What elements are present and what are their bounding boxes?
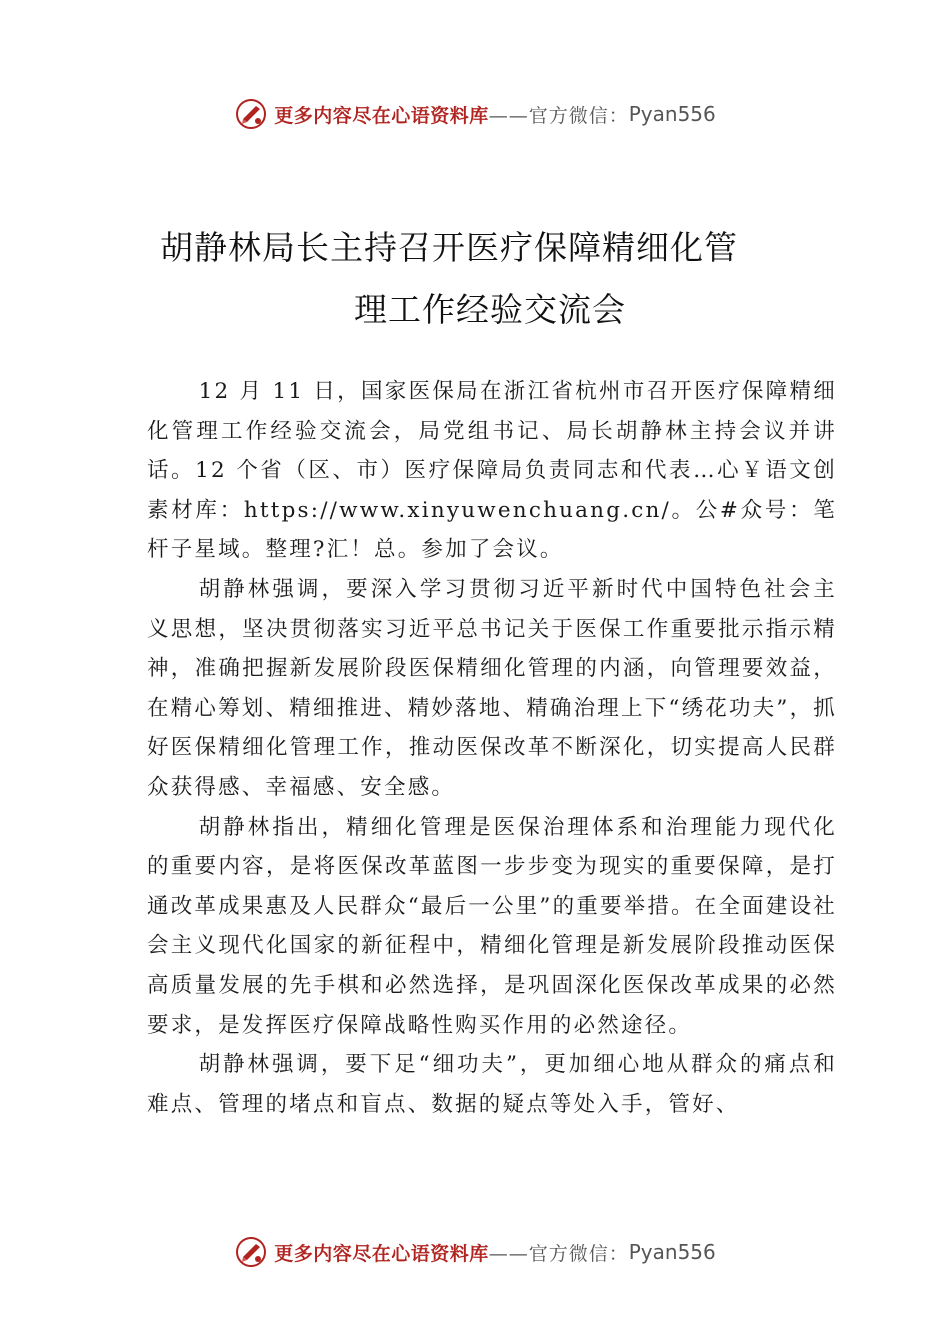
- banner-main-text: 更多内容尽在心语资料库: [274, 1242, 489, 1265]
- banner-mid-text: ——官方微信：: [488, 104, 629, 127]
- paragraph-3: 胡静林指出，精细化管理是医保治理体系和治理能力现代化的重要内容，是将医保改革蓝图一步步变为现实的重要保障，是打通改革成果惠及人民群众“最后一公里”的重要举措。在全面建设社会主义现代化国家的新征程中，精细化管理是新发展阶段推动医保高质量发展的先手棋和必然选择，是巩固深化医保改革成果的必然要求，是发挥医疗保障战略性购买作用的必然途径。: [147, 814, 837, 1038]
- article-body: [147, 372, 837, 1124]
- page-title-line-2: 理工作经验交流会: [354, 290, 626, 329]
- header-banner: [0, 94, 950, 134]
- paragraph-2: 胡静林强调，要深入学习贯彻习近平新时代中国特色社会主义思想，坚决贯彻落实习近平总书记关于医保工作重要批示指示精神，准确把握新发展阶段医保精细化管理的内涵，向管理要效益，在精心筹划、精细推进、精妙落地、精确治理上下“绣花功夫”，抓好医保精细化管理工作，推动医保改革不断深化，切实提高人民群众获得感、幸福感、安全感。: [147, 576, 837, 800]
- banner-main-text: 更多内容尽在心语资料库: [274, 104, 489, 127]
- paragraph-1: 12 月 11 日，国家医保局在浙江省杭州市召开医疗保障精细化管理工作经验交流会，局党组书记、局长胡静林主持会议并讲话。12 个省（区、市）医疗保障局负责同志和代表…心￥语文创素材库：https://www.xinyuwenchuang.cn/。公#众号：笔杆子星域。整理?汇！总。参加了会议。: [147, 379, 837, 563]
- banner-mid-text: ——官方微信：: [488, 1242, 629, 1265]
- banner-wechat-id: Pyan556: [628, 102, 716, 126]
- logo-icon: [234, 97, 268, 131]
- page-title-line-1: 胡静林局长主持召开医疗保障精细化管: [160, 228, 738, 267]
- logo-icon: [234, 1235, 268, 1269]
- paragraph-4: 胡静林强调，要下足“细功夫”，更加细心地从群众的痛点和难点、管理的堵点和盲点、数据的疑点等处入手，管好、: [147, 1052, 837, 1117]
- banner-wechat-id: Pyan556: [628, 1240, 716, 1264]
- footer-banner: [0, 1232, 950, 1272]
